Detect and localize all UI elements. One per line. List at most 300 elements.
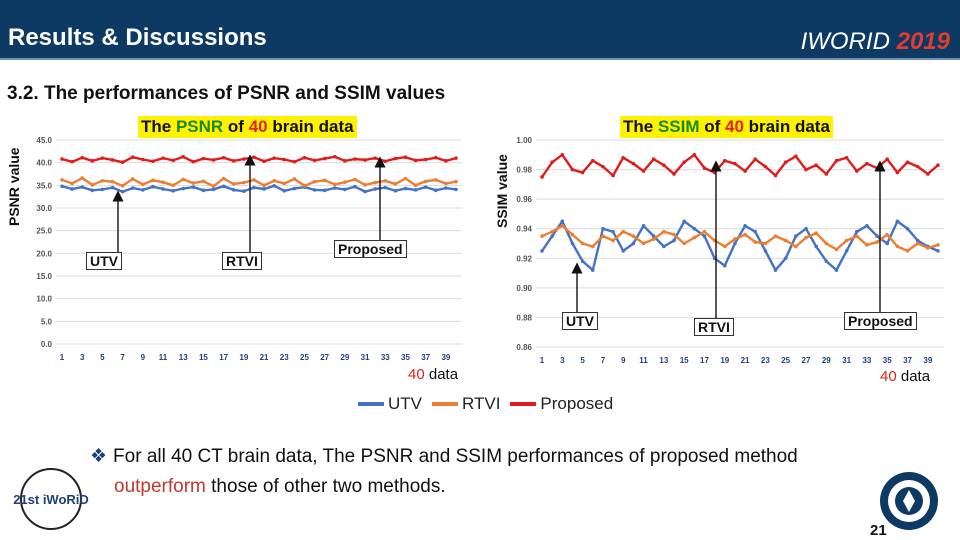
ssim-x-tick-label: 31: [842, 356, 852, 365]
psnr-point-utv: [434, 189, 438, 193]
ssim-point-proposed: [642, 169, 646, 173]
ssim-point-proposed: [875, 166, 879, 170]
psnr-point-rtvi: [343, 180, 347, 184]
page-title: Results & Discussions: [8, 24, 267, 51]
psnr-point-utv: [293, 187, 297, 191]
psnr-point-proposed: [60, 157, 64, 161]
psnr-point-rtvi: [363, 183, 367, 187]
psnr-point-proposed: [323, 157, 327, 161]
ssim-point-rtvi: [561, 224, 565, 228]
ssim-point-rtvi: [733, 237, 737, 241]
psnr-x-tick-label: 21: [259, 353, 269, 362]
ssim-point-proposed: [814, 163, 818, 167]
ssim-point-utv: [885, 242, 889, 246]
ssim-y-axis-label: SSIM value: [494, 154, 510, 228]
psnr-point-proposed: [242, 157, 246, 161]
ssim-point-rtvi: [774, 234, 778, 238]
psnr-point-utv: [202, 189, 206, 193]
ssim-point-proposed: [601, 165, 605, 169]
psnr-x-tick-label: 17: [219, 353, 229, 362]
ssim-x-tick-label: 7: [600, 356, 606, 365]
psnr-point-rtvi: [424, 179, 428, 183]
ssim-point-proposed: [550, 160, 554, 164]
psnr-x-tick-label: 9: [140, 353, 146, 362]
psnr-x-tick-label: 19: [239, 353, 249, 362]
legend-label-utv: UTV: [388, 394, 422, 413]
ssim-point-proposed: [581, 171, 585, 175]
psnr-point-proposed: [252, 155, 256, 159]
psnr-point-utv: [414, 188, 418, 192]
ssim-point-proposed: [896, 171, 900, 175]
psnr-point-proposed: [444, 159, 448, 163]
ssim-point-proposed: [540, 175, 544, 179]
psnr-point-proposed: [454, 156, 458, 160]
psnr-y-tick-label: 45.0: [36, 136, 52, 145]
psnr-point-proposed: [131, 155, 135, 159]
ssim-point-rtvi: [794, 245, 798, 249]
psnr-point-utv: [131, 186, 135, 190]
ssim-point-rtvi: [652, 237, 656, 241]
ssim-y-tick-label: 0.98: [516, 165, 532, 175]
psnr-point-proposed: [282, 158, 286, 162]
ssim-point-rtvi: [875, 240, 879, 244]
ssim-point-rtvi: [784, 239, 788, 243]
ssim-point-rtvi: [804, 236, 808, 240]
legend-item-utv: [358, 394, 422, 414]
psnr-point-rtvi: [383, 179, 387, 183]
ssim-point-rtvi: [753, 240, 757, 244]
psnr-point-rtvi: [444, 182, 448, 186]
psnr-y-tick-label: 5.0: [40, 317, 52, 327]
psnr-point-utv: [60, 184, 64, 188]
psnr-callout-proposed: Proposed: [334, 240, 407, 258]
ssim-point-rtvi: [581, 242, 585, 246]
ssim-x-tick-label: 33: [862, 356, 872, 365]
psnr-point-rtvi: [434, 178, 438, 182]
psnr-point-proposed: [293, 160, 297, 164]
psnr-x-tick-label: 35: [401, 353, 410, 362]
psnr-x-axis-label: 40 data: [408, 366, 459, 383]
psnr-point-utv: [313, 188, 317, 192]
psnr-point-rtvi: [202, 179, 206, 183]
psnr-point-rtvi: [242, 181, 246, 185]
ssim-point-proposed: [733, 162, 737, 166]
ssim-point-proposed: [571, 168, 575, 172]
ssim-y-tick-label: 1.00: [516, 136, 532, 145]
psnr-point-rtvi: [414, 184, 418, 188]
ssim-point-utv: [896, 220, 900, 224]
legend-label-proposed: Proposed: [540, 394, 614, 413]
ssim-point-utv: [814, 245, 818, 249]
ssim-point-utv: [835, 268, 839, 272]
ssim-point-rtvi: [845, 239, 849, 243]
psnr-point-proposed: [262, 160, 266, 164]
psnr-point-proposed: [80, 156, 84, 160]
psnr-y-tick-label: 0.0: [40, 340, 52, 349]
psnr-point-utv: [262, 187, 266, 191]
psnr-point-utv: [151, 185, 155, 189]
ssim-point-utv: [642, 224, 646, 228]
ssim-x-tick-label: 3: [560, 356, 565, 365]
psnr-x-tick-label: 3: [79, 353, 85, 362]
psnr-point-proposed: [232, 159, 236, 163]
ssim-point-utv: [784, 256, 788, 260]
psnr-point-utv: [444, 186, 448, 190]
ssim-point-rtvi: [906, 249, 910, 253]
psnr-point-utv: [424, 185, 428, 189]
ssim-point-proposed: [693, 153, 697, 157]
psnr-point-rtvi: [91, 183, 95, 187]
conclusion-bullet: [90, 442, 930, 502]
chart-legend: [358, 394, 617, 414]
ssim-point-proposed: [804, 168, 808, 172]
ssim-x-tick-label: 29: [821, 356, 831, 365]
section-title: 3.2. The performances of PSNR and SSIM values: [7, 83, 446, 104]
ssim-point-rtvi: [825, 242, 829, 246]
psnr-point-utv: [181, 187, 185, 191]
ssim-x-tick-label: 21: [740, 356, 750, 365]
legend-swatch-utv: [358, 402, 384, 406]
ssim-point-proposed: [632, 162, 636, 166]
psnr-point-rtvi: [101, 179, 105, 183]
ssim-point-proposed: [784, 160, 788, 164]
psnr-point-proposed: [222, 156, 226, 160]
psnr-point-rtvi: [60, 178, 64, 182]
psnr-point-rtvi: [404, 177, 408, 181]
ssim-point-utv: [855, 230, 859, 234]
ssim-x-tick-label: 37: [903, 356, 912, 365]
ssim-callout-utv: UTV: [562, 312, 598, 330]
psnr-point-proposed: [272, 156, 276, 160]
ssim-y-tick-label: 0.88: [516, 313, 532, 323]
ssim-point-proposed: [885, 157, 889, 161]
ssim-point-rtvi: [642, 242, 646, 246]
psnr-point-proposed: [434, 156, 438, 160]
ssim-y-tick-label: 0.94: [516, 224, 532, 234]
ssim-point-proposed: [662, 163, 666, 167]
ssim-point-rtvi: [936, 243, 940, 247]
psnr-point-rtvi: [313, 180, 317, 184]
ssim-x-tick-label: 27: [801, 356, 811, 365]
ssim-point-utv: [764, 249, 768, 253]
ssim-x-tick-label: 11: [639, 356, 648, 365]
psnr-point-rtvi: [333, 183, 337, 187]
ssim-point-utv: [601, 227, 605, 231]
psnr-point-utv: [333, 186, 337, 190]
psnr-point-utv: [80, 185, 84, 189]
ssim-point-proposed: [936, 163, 940, 167]
psnr-point-rtvi: [222, 177, 226, 181]
psnr-x-tick-label: 1: [59, 353, 65, 362]
psnr-point-utv: [212, 188, 216, 192]
psnr-point-rtvi: [232, 182, 236, 186]
ssim-point-proposed: [652, 157, 656, 161]
ssim-y-tick-label: 0.90: [516, 283, 532, 293]
ssim-x-tick-label: 35: [882, 356, 892, 365]
psnr-y-tick-label: 15.0: [36, 272, 52, 281]
psnr-x-tick-label: 39: [441, 353, 451, 362]
psnr-point-proposed: [121, 160, 125, 164]
conference-name: IWORID: [800, 28, 890, 55]
legend-item-proposed: [510, 394, 613, 414]
ssim-x-tick-label: 9: [621, 356, 626, 365]
psnr-point-utv: [171, 189, 175, 193]
ssim-point-utv: [591, 268, 595, 272]
psnr-point-proposed: [404, 155, 408, 159]
psnr-x-tick-label: 25: [300, 353, 309, 362]
ssim-point-rtvi: [632, 234, 636, 238]
ssim-point-utv: [906, 227, 910, 231]
psnr-callout-utv: UTV: [86, 252, 122, 270]
psnr-point-rtvi: [141, 183, 145, 187]
ssim-point-utv: [845, 249, 849, 253]
yonsei-university-seal: [878, 470, 940, 532]
psnr-point-rtvi: [252, 178, 256, 182]
psnr-point-proposed: [202, 157, 206, 161]
psnr-point-proposed: [394, 157, 398, 161]
psnr-point-rtvi: [70, 182, 74, 186]
psnr-point-utv: [353, 185, 357, 189]
ssim-point-proposed: [794, 154, 798, 158]
psnr-point-proposed: [343, 159, 347, 163]
ssim-point-proposed: [926, 172, 930, 176]
ssim-point-proposed: [753, 157, 757, 161]
ssim-point-utv: [571, 242, 575, 246]
ssim-point-rtvi: [926, 246, 930, 250]
ssim-point-utv: [540, 249, 544, 253]
ssim-point-rtvi: [682, 242, 686, 246]
psnr-point-utv: [252, 186, 256, 190]
ssim-point-rtvi: [662, 230, 666, 234]
bullet-line-2: those of other two methods.: [205, 476, 446, 497]
psnr-point-utv: [272, 184, 276, 188]
psnr-y-tick-label: 25.0: [36, 226, 52, 236]
psnr-point-utv: [232, 188, 236, 192]
ssim-point-utv: [632, 242, 636, 246]
ssim-point-rtvi: [591, 245, 595, 249]
ssim-point-utv: [774, 268, 778, 272]
psnr-point-proposed: [192, 160, 196, 164]
bullet-highlight-word: outperform: [114, 476, 206, 497]
ssim-point-utv: [581, 259, 585, 263]
psnr-y-tick-label: 30.0: [36, 204, 52, 213]
psnr-x-tick-label: 11: [158, 353, 168, 362]
psnr-point-rtvi: [394, 182, 398, 186]
ssim-point-rtvi: [621, 230, 625, 234]
psnr-x-tick-label: 31: [360, 353, 370, 362]
ssim-x-tick-label: 19: [720, 356, 730, 365]
psnr-point-rtvi: [282, 182, 286, 186]
ssim-point-rtvi: [865, 243, 869, 247]
ssim-point-proposed: [835, 159, 839, 163]
ssim-x-axis-label: 40 data: [880, 368, 931, 385]
psnr-point-rtvi: [353, 178, 357, 182]
psnr-point-utv: [454, 188, 458, 192]
ssim-point-proposed: [591, 159, 595, 163]
ssim-point-rtvi: [693, 236, 697, 240]
psnr-point-proposed: [91, 159, 95, 163]
ssim-y-tick-label: 0.92: [516, 254, 532, 264]
iworid-logo: [6, 466, 96, 532]
psnr-point-utv: [101, 188, 105, 192]
legend-label-rtvi: RTVI: [462, 394, 501, 413]
psnr-point-rtvi: [151, 179, 155, 183]
ssim-point-proposed: [743, 169, 747, 173]
psnr-y-tick-label: 20.0: [36, 249, 52, 259]
ssim-point-rtvi: [896, 245, 900, 249]
psnr-point-rtvi: [121, 184, 125, 188]
psnr-point-proposed: [161, 156, 165, 160]
legend-swatch-rtvi: [432, 402, 458, 406]
page-number: 21: [870, 522, 887, 539]
psnr-x-tick-label: 5: [100, 353, 105, 362]
ssim-point-proposed: [764, 165, 768, 169]
ssim-x-tick-label: 13: [659, 356, 669, 365]
psnr-point-proposed: [313, 159, 317, 163]
psnr-point-rtvi: [131, 177, 135, 181]
ssim-x-tick-label: 23: [760, 356, 770, 365]
psnr-point-rtvi: [212, 184, 216, 188]
ssim-point-rtvi: [916, 242, 920, 246]
ssim-point-utv: [936, 249, 940, 253]
psnr-y-tick-label: 10.0: [36, 294, 52, 304]
psnr-point-utv: [121, 190, 125, 194]
ssim-point-proposed: [723, 159, 727, 163]
psnr-point-proposed: [363, 158, 367, 162]
psnr-point-utv: [343, 188, 347, 192]
psnr-point-proposed: [111, 158, 115, 162]
psnr-point-rtvi: [161, 180, 165, 184]
ssim-point-utv: [682, 220, 686, 224]
ssim-point-utv: [723, 264, 727, 268]
psnr-point-proposed: [383, 160, 387, 164]
psnr-point-utv: [242, 189, 246, 193]
svg-text:21st iWoRiD: 21st iWoRiD: [13, 492, 89, 507]
legend-swatch-proposed: [510, 402, 536, 406]
psnr-y-tick-label: 40.0: [36, 158, 52, 168]
ssim-point-proposed: [774, 174, 778, 178]
ssim-point-utv: [703, 234, 707, 238]
psnr-x-tick-label: 27: [320, 353, 330, 362]
psnr-point-utv: [161, 187, 165, 191]
psnr-point-rtvi: [373, 181, 377, 185]
ssim-callout-rtvi: RTVI: [694, 318, 734, 336]
psnr-x-tick-label: 29: [340, 353, 350, 362]
ssim-point-proposed: [865, 162, 869, 166]
psnr-point-proposed: [414, 159, 418, 163]
ssim-x-tick-label: 17: [700, 356, 709, 365]
psnr-point-utv: [192, 185, 196, 189]
psnr-point-proposed: [151, 160, 155, 164]
ssim-point-utv: [825, 259, 829, 263]
psnr-point-rtvi: [262, 184, 266, 188]
ssim-point-rtvi: [835, 248, 839, 252]
psnr-point-rtvi: [111, 180, 115, 184]
psnr-point-utv: [222, 184, 226, 188]
psnr-point-rtvi: [181, 178, 185, 182]
psnr-y-tick-label: 35.0: [36, 181, 52, 191]
psnr-point-utv: [91, 189, 95, 193]
psnr-chart-title: The PSNR of 40 brain data: [138, 116, 357, 138]
psnr-x-tick-label: 15: [198, 353, 208, 362]
ssim-point-proposed: [845, 156, 849, 160]
ssim-point-proposed: [906, 160, 910, 164]
psnr-point-rtvi: [192, 181, 196, 185]
psnr-point-rtvi: [171, 184, 175, 188]
psnr-point-rtvi: [454, 180, 458, 184]
ssim-point-utv: [804, 227, 808, 231]
ssim-point-proposed: [825, 172, 829, 176]
diamond-bullet-icon: ❖: [90, 446, 108, 467]
ssim-x-tick-label: 39: [923, 356, 933, 365]
ssim-point-rtvi: [764, 242, 768, 246]
ssim-point-rtvi: [672, 233, 676, 237]
psnr-point-utv: [363, 190, 367, 194]
ssim-callout-proposed: Proposed: [844, 312, 917, 330]
ssim-point-utv: [611, 230, 615, 234]
psnr-point-utv: [373, 187, 377, 191]
ssim-point-proposed: [916, 165, 920, 169]
ssim-point-rtvi: [703, 230, 707, 234]
ssim-point-utv: [621, 249, 625, 253]
psnr-point-rtvi: [303, 184, 307, 188]
psnr-point-rtvi: [293, 177, 297, 181]
psnr-point-utv: [111, 186, 115, 190]
ssim-x-tick-label: 1: [539, 356, 545, 365]
psnr-point-proposed: [181, 155, 185, 159]
ssim-y-tick-label: 0.86: [516, 343, 532, 352]
psnr-point-rtvi: [80, 176, 84, 180]
ssim-x-tick-label: 5: [580, 356, 585, 365]
psnr-x-tick-label: 23: [279, 353, 289, 362]
ssim-point-rtvi: [814, 231, 818, 235]
psnr-x-tick-label: 33: [380, 353, 390, 362]
ssim-point-utv: [753, 230, 757, 234]
psnr-point-proposed: [171, 159, 175, 163]
psnr-point-utv: [282, 189, 286, 193]
ssim-point-proposed: [682, 160, 686, 164]
ssim-x-tick-label: 15: [679, 356, 689, 365]
psnr-point-proposed: [353, 157, 357, 161]
psnr-point-proposed: [303, 156, 307, 160]
ssim-point-rtvi: [571, 233, 575, 237]
ssim-chart-title: The SSIM of 40 brain data: [620, 116, 833, 138]
bullet-line-1: For all 40 CT brain data, The PSNR and SSIM performances of proposed method: [113, 446, 798, 467]
ssim-point-proposed: [703, 166, 707, 170]
psnr-point-rtvi: [272, 179, 276, 183]
ssim-point-rtvi: [540, 234, 544, 238]
psnr-point-utv: [141, 188, 145, 192]
psnr-callout-rtvi: RTVI: [222, 252, 262, 270]
ssim-point-rtvi: [601, 234, 605, 238]
ssim-point-rtvi: [855, 234, 859, 238]
ssim-x-tick-label: 25: [781, 356, 791, 365]
ssim-point-rtvi: [550, 230, 554, 234]
conference-year: 2019: [896, 28, 950, 55]
psnr-point-utv: [70, 187, 74, 191]
ssim-point-rtvi: [723, 245, 727, 249]
legend-item-rtvi: [432, 394, 500, 414]
psnr-point-utv: [323, 189, 327, 193]
ssim-point-utv: [662, 245, 666, 249]
psnr-y-axis-label: PSNR value: [6, 147, 22, 226]
ssim-point-utv: [865, 224, 869, 228]
psnr-point-utv: [383, 186, 387, 190]
psnr-point-proposed: [424, 158, 428, 162]
psnr-point-proposed: [101, 156, 105, 160]
psnr-x-tick-label: 7: [120, 353, 125, 362]
ssim-point-utv: [561, 220, 565, 224]
